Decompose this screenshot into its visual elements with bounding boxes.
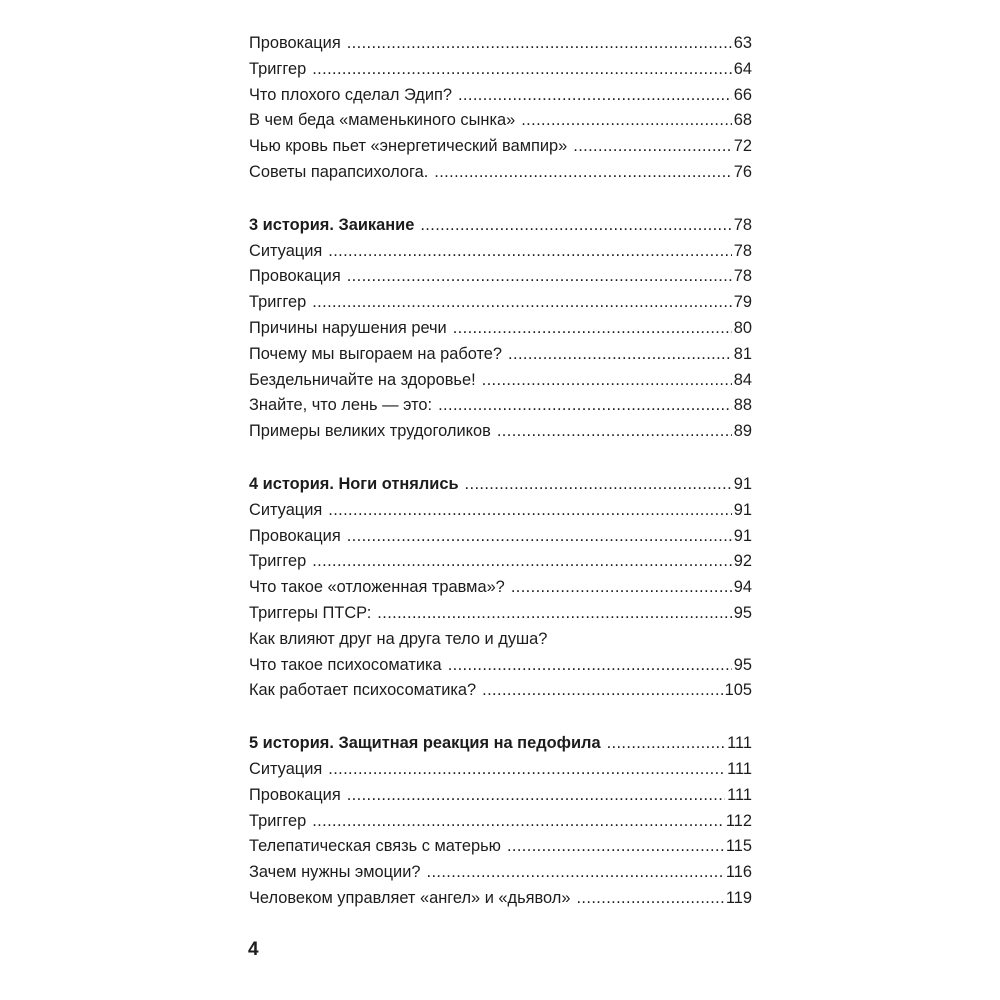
toc-entry — [249, 678, 752, 704]
toc-entry — [249, 393, 752, 419]
toc-entry-title: Причины нарушения речи — [249, 318, 447, 337]
toc-entry — [249, 575, 752, 601]
toc-entry — [249, 108, 752, 134]
toc-entry-page: 72 — [733, 137, 752, 156]
toc-section — [249, 731, 752, 912]
dot-leader — [426, 860, 723, 886]
dot-leader — [458, 83, 732, 109]
toc-entry — [249, 549, 752, 575]
toc-chapter-heading — [249, 213, 752, 239]
toc-entry-title: Триггер — [249, 552, 307, 571]
dot-leader — [312, 290, 732, 316]
toc-entry-title: Как работает психосоматика? — [249, 681, 477, 700]
toc-entry — [249, 342, 752, 368]
toc-entry — [249, 860, 752, 886]
dot-leader — [312, 57, 732, 83]
toc-entry-title: 5 история. Защитная реакция на педофила — [249, 734, 601, 753]
toc-entry — [249, 264, 752, 290]
toc-entry-title: В чем беда «маменькиного сынка» — [249, 111, 516, 130]
toc-entry — [249, 419, 752, 445]
toc-entry-title: Что такое «отложенная травма»? — [249, 578, 505, 597]
toc-entry — [249, 160, 752, 186]
toc-entry-page: 78 — [733, 267, 752, 286]
toc-section — [249, 213, 752, 445]
dot-leader — [328, 239, 732, 265]
toc-entry-page: 76 — [733, 162, 752, 181]
toc-entry — [249, 886, 752, 912]
toc-entry-page: 63 — [733, 34, 752, 52]
toc-entry-page: 91 — [733, 500, 752, 519]
toc-entry-page: 91 — [733, 526, 752, 545]
toc-entry-title: Как влияют друг на друга тело и душа? — [249, 629, 548, 648]
toc-entry-page: 80 — [733, 318, 752, 337]
toc-entry — [249, 524, 752, 550]
table-of-contents — [249, 31, 752, 912]
toc-entry-page: 68 — [733, 111, 752, 130]
dot-leader — [507, 834, 724, 860]
toc-entry — [249, 290, 752, 316]
toc-entry-page: 119 — [725, 888, 752, 907]
toc-entry — [249, 627, 752, 653]
dot-leader — [607, 731, 726, 757]
toc-entry-page: 112 — [725, 811, 752, 830]
toc-entry — [249, 83, 752, 109]
toc-entry — [249, 498, 752, 524]
toc-entry-page: 111 — [727, 759, 752, 778]
toc-entry — [249, 834, 752, 860]
toc-entry-page: 64 — [733, 59, 752, 78]
toc-entry-title: Провокация — [249, 785, 341, 804]
dot-leader — [448, 653, 732, 679]
toc-section — [249, 472, 752, 704]
toc-entry-title: Провокация — [249, 34, 341, 52]
dot-leader — [328, 498, 732, 524]
toc-entry-page: 78 — [733, 215, 752, 234]
toc-entry-title: Триггер — [249, 811, 307, 830]
toc-entry — [249, 601, 752, 627]
toc-entry-title: Триггер — [249, 59, 307, 78]
dot-leader — [511, 575, 732, 601]
dot-leader — [434, 160, 732, 186]
toc-entry-title: Почему мы выгораем на работе? — [249, 344, 503, 363]
toc-entry-title: Ситуация — [249, 759, 323, 778]
toc-entry-page: 91 — [733, 474, 752, 493]
toc-entry-page: 89 — [733, 422, 752, 441]
toc-entry-title: Зачем нужны эмоции? — [249, 863, 421, 882]
toc-entry-page: 66 — [733, 85, 752, 104]
toc-entry-page: 84 — [733, 370, 752, 389]
toc-entry-title: Знайте, что лень — это: — [249, 396, 433, 415]
toc-entry-page: 81 — [733, 344, 752, 363]
toc-entry — [249, 809, 752, 835]
page-number: 4 — [248, 939, 259, 960]
dot-leader — [347, 264, 732, 290]
dot-leader — [328, 757, 725, 783]
dot-leader — [508, 342, 732, 368]
toc-section — [249, 31, 752, 186]
toc-entry-page: 94 — [733, 578, 752, 597]
dot-leader — [465, 472, 732, 498]
toc-entry-page: 116 — [725, 863, 752, 882]
dot-leader — [482, 678, 723, 704]
toc-entry-title: Телепатическая связь с матерью — [249, 837, 501, 856]
dot-leader — [453, 316, 732, 342]
toc-entry-page: 115 — [725, 837, 752, 856]
dot-leader — [521, 108, 732, 134]
toc-entry-title: Провокация — [249, 267, 341, 286]
toc-entry-title: Триггеры ПТСР: — [249, 603, 372, 622]
toc-entry-title: Провокация — [249, 526, 341, 545]
toc-entry-title: Советы парапсихолога. — [249, 162, 429, 181]
dot-leader — [497, 419, 732, 445]
toc-entry-title: 3 история. Заикание — [249, 215, 415, 234]
toc-entry-page: 88 — [733, 396, 752, 415]
toc-entry-title: Триггер — [249, 293, 307, 312]
toc-entry — [249, 368, 752, 394]
toc-entry-page: 78 — [733, 241, 752, 260]
toc-entry-page: 111 — [727, 785, 752, 804]
dot-leader — [576, 886, 723, 912]
toc-entry — [249, 783, 752, 809]
dot-leader — [312, 549, 732, 575]
toc-entry — [249, 239, 752, 265]
toc-entry-title: Что такое психосоматика — [249, 655, 442, 674]
dot-leader — [482, 368, 732, 394]
toc-entry-page: 111 — [727, 734, 752, 753]
toc-entry-page: 105 — [724, 681, 752, 700]
toc-entry-title: Ситуация — [249, 241, 323, 260]
toc-chapter-heading — [249, 472, 752, 498]
toc-entry — [249, 653, 752, 679]
dot-leader — [312, 809, 724, 835]
toc-entry-page: 95 — [733, 655, 752, 674]
toc-entry — [249, 316, 752, 342]
toc-entry-page: 79 — [733, 293, 752, 312]
toc-entry-title: Чью кровь пьет «энергетический вампир» — [249, 137, 568, 156]
dot-leader — [377, 601, 731, 627]
toc-entry-title: Примеры великих трудоголиков — [249, 422, 491, 441]
dot-leader — [420, 213, 731, 239]
toc-entry-title: Что плохого сделал Эдип? — [249, 85, 452, 104]
toc-entry-page: 92 — [733, 552, 752, 571]
toc-entry — [249, 57, 752, 83]
dot-leader — [347, 783, 725, 809]
dot-leader — [573, 134, 732, 160]
toc-entry-title: Ситуация — [249, 500, 323, 519]
toc-entry-title: Бездельничайте на здоровье! — [249, 370, 476, 389]
toc-chapter-heading — [249, 731, 752, 757]
toc-entry — [249, 31, 752, 57]
toc-entry-page: 95 — [733, 603, 752, 622]
toc-entry — [249, 134, 752, 160]
toc-entry-title: 4 история. Ноги отнялись — [249, 474, 459, 493]
dot-leader — [347, 31, 732, 57]
dot-leader — [347, 524, 732, 550]
toc-entry-title: Человеком управляет «ангел» и «дьявол» — [249, 888, 571, 907]
toc-entry — [249, 757, 752, 783]
dot-leader — [438, 393, 732, 419]
